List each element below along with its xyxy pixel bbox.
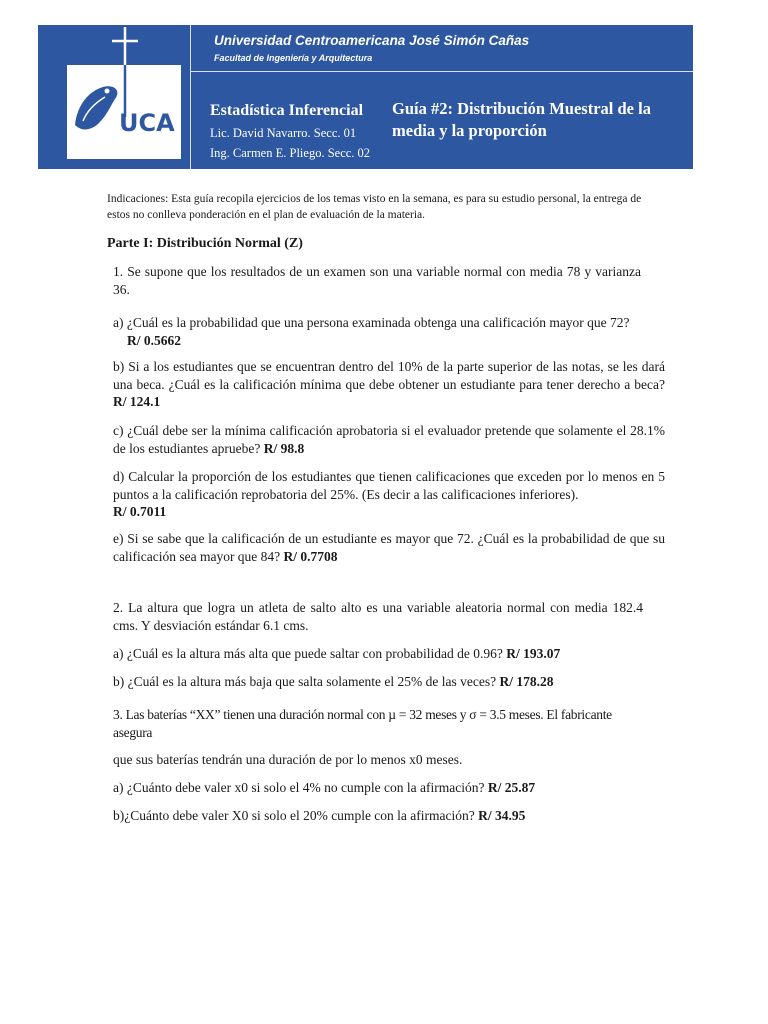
problem1-item-d <box>113 468 665 521</box>
professor-1: Lic. David Navarro. Secc. 01 <box>210 126 357 140</box>
guide-title: Guía #2: Distribución Muestral de la media y la proporción <box>392 99 651 140</box>
problem1-item-c <box>113 422 665 457</box>
problem3-a-answer: R/ 25.87 <box>487 780 536 795</box>
problem1-a-text: a) ¿Cuál es la probabilidad que una persona examinada obtenga una calificación mayor que 72? <box>113 315 630 330</box>
problem1-d-answer: R/ 0.7011 <box>113 504 167 519</box>
uca-logo <box>55 25 187 169</box>
problem1-b-text: b) Si a los estudiantes que se encuentran dentro del 10% de la parte superior de las notas, se les dará una beca. ¿Cuál es la calificación mínima que debe obtener un estudiante para tener derecho a beca? <box>113 359 665 392</box>
part1-title: Parte I: Distribución Normal (Z) <box>107 236 303 251</box>
indications-text: Indicaciones: Esta guía recopila ejercicios de los temas visto en la semana, es para su estudio personal, la entrega de estos no conlleva ponderación en el plan de evaluación de la materia. <box>107 193 642 221</box>
problem1-statement: 1. Se supone que los resultados de un examen son una variable normal con media 78 y varianza 36. <box>113 264 641 297</box>
header-divider-horizontal <box>190 71 693 72</box>
problem3-item-a <box>113 779 673 797</box>
problem1-c-answer: R/ 98.8 <box>263 440 305 456</box>
svg-text:UCA: UCA <box>119 109 175 137</box>
problem2-item-b <box>113 673 673 691</box>
problem2-b-text: b) ¿Cuál es la altura más baja que salta solamente el 25% de las veces? <box>113 674 497 689</box>
problem1-d-text: d) Calcular la proporción de los estudiantes que tienen calificaciones que exceden por lo menos en 5 puntos a la calificación reprobatoria del 25%. (Es decir a las calificaciones inferiores). <box>113 469 665 502</box>
problem2-item-a <box>113 645 673 663</box>
problem3-statement-continued: que sus baterías tendrán una duración de por lo menos x0 meses. <box>113 752 463 767</box>
header-banner <box>38 25 693 169</box>
problem3-b-text: b)¿Cuánto debe valer X0 si solo el 20% cumple con la afirmación? <box>113 808 475 823</box>
problem1-e-answer: R/ 0.7708 <box>283 548 338 564</box>
professor-2: Ing. Carmen E. Pliego. Secc. 02 <box>210 146 371 160</box>
problem2-statement: 2. La altura que logra un atleta de salto alto es una variable aleatoria normal con media 182.4 cms. Y desviación estándar 6.1 cms. <box>113 600 643 633</box>
problem2-b-answer: R/ 178.28 <box>499 674 554 689</box>
problem1-item-b <box>113 358 665 411</box>
problem2-a-text: a) ¿Cuál es la altura más alta que puede saltar con probabilidad de 0.96? <box>113 646 503 661</box>
faculty-name: Facultad de Ingeniería y Arquitectura <box>214 53 373 63</box>
problem1-a-answer: R/ 0.5662 <box>127 332 181 348</box>
problem1-item-a <box>113 314 673 349</box>
course-title: Estadística Inferencial <box>210 102 364 119</box>
problem3-item-b <box>113 807 673 825</box>
problem1-c-text: c) ¿Cuál debe ser la mínima calificación aprobatoria si el evaluador pretende que solamente el 28.1% de los estudiantes apruebe? <box>113 423 665 456</box>
university-name: Universidad Centroamericana José Simón Cañas <box>214 33 530 48</box>
problem3-statement: 3. Las baterías “XX” tienen una duración normal con µ = 32 meses y σ = 3.5 meses. El fabricante asegura <box>113 707 612 740</box>
header-divider-vertical <box>190 25 191 169</box>
problem2-a-answer: R/ 193.07 <box>506 646 561 661</box>
problem3-a-text: a) ¿Cuánto debe valer x0 si solo el 4% no cumple con la afirmación? <box>113 780 485 795</box>
problem1-item-e <box>113 530 665 565</box>
problem3-b-answer: R/ 34.95 <box>478 808 526 823</box>
problem1-e-text: e) Si se sabe que la calificación de un estudiante es mayor que 72. ¿Cuál es la probabilidad de que su calificación sea mayor que 84? <box>113 531 665 564</box>
problem1-b-answer: R/ 124.1 <box>113 394 161 409</box>
